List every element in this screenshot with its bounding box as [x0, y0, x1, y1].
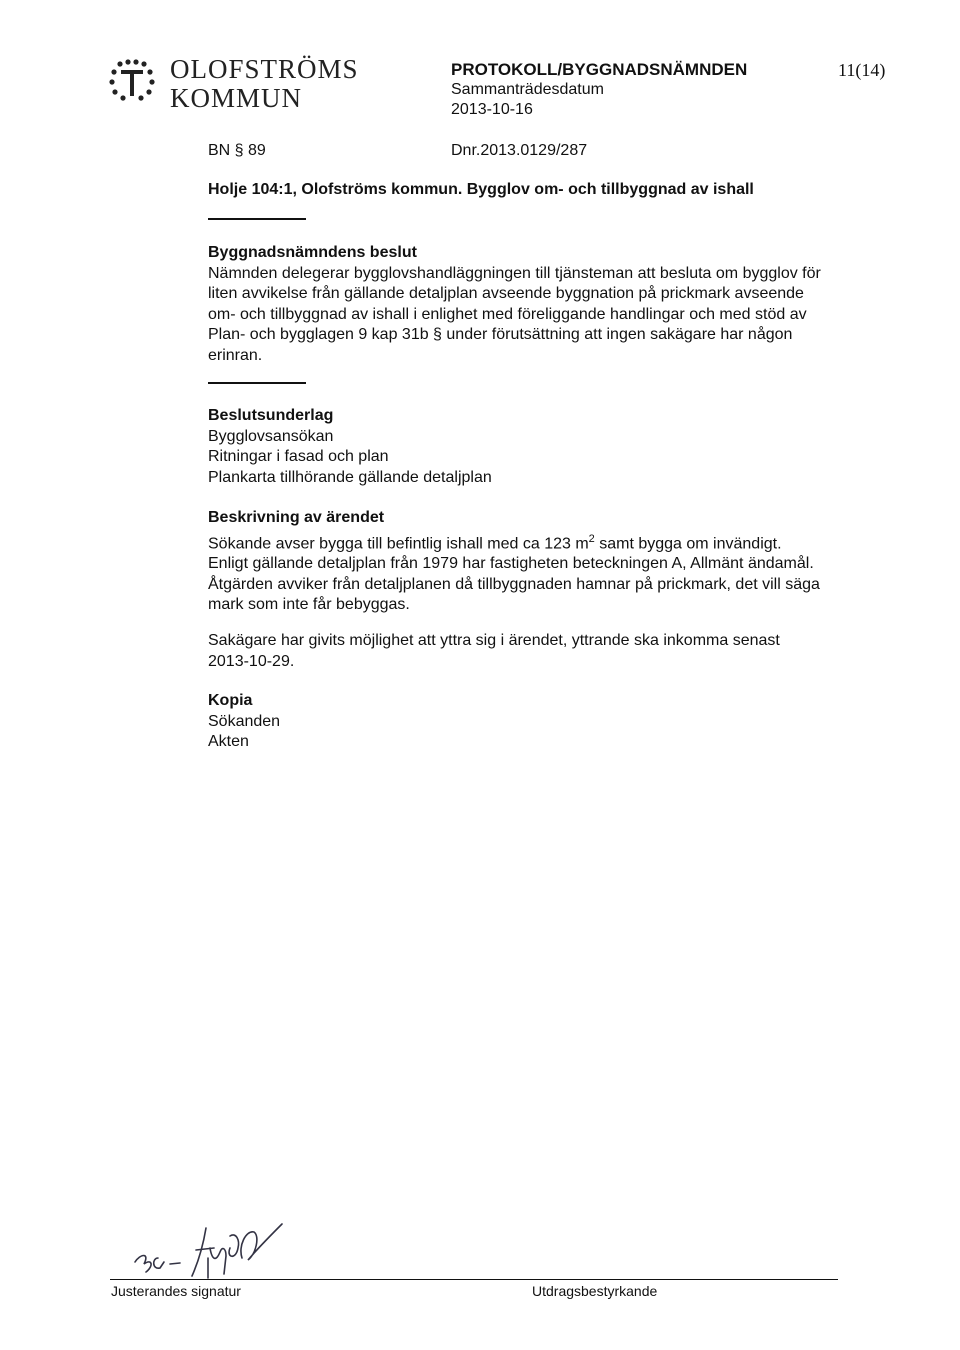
- diary-number: Dnr.2013.0129/287: [451, 142, 588, 159]
- decision-line: liten avvikelse från gällande detaljplan avseende byggnation på prickmark avseende: [208, 285, 804, 302]
- decision-line: Plan- och bygglagen 9 kap 31b § under förutsättning att ingen sakägare har någon: [208, 326, 793, 343]
- description-line-text: Sökande avser bygga till befintlig ishall med ca 123 m: [208, 534, 589, 552]
- decision-section: [208, 243, 908, 366]
- basis-item: Plankarta tillhörande gällande detaljplan: [208, 468, 492, 486]
- logo-line-2: KOMMUN: [170, 83, 303, 113]
- description-line: Enligt gällande detaljplan från 1979 har fastigheten beteckningen A, Allmänt ändamål.: [208, 555, 814, 573]
- divider: [208, 218, 306, 220]
- paragraph-number: BN § 89: [208, 142, 266, 159]
- description-section: [208, 508, 908, 616]
- decision-line: Nämnden delegerar bygglovshandläggningen till tjänsteman att besluta om bygglov för: [208, 264, 821, 282]
- case-subject: Holje 104:1, Olofströms kommun. Bygglov om- och tillbyggnad av ishall: [208, 181, 754, 198]
- decision-line: om- och tillbyggnad av ishall i enlighet med föreliggande handlingar och med stöd av: [208, 305, 807, 323]
- parties-line: Sakägare har givits möjlighet att yttra sig i ärendet, yttrande ska inkomma senast: [208, 632, 780, 649]
- basis-heading: Beslutsunderlag: [208, 407, 334, 424]
- basis-section: [208, 406, 908, 488]
- handwritten-signature-icon: [130, 1218, 320, 1280]
- copy-item: Sökanden: [208, 712, 281, 730]
- signature-line: [110, 1279, 838, 1280]
- parties-section: [208, 631, 908, 672]
- page-number: 11(14): [838, 60, 886, 80]
- logo-line-1: OLOFSTRÖMS: [170, 54, 359, 84]
- superscript: 2: [588, 532, 595, 545]
- meeting-date: 2013-10-16: [451, 101, 533, 118]
- description-line-text: samt bygga om invändigt.: [594, 534, 782, 552]
- copy-heading: Kopia: [208, 692, 253, 709]
- parties-line: 2013-10-29.: [208, 652, 295, 670]
- meeting-date-label: Sammanträdesdatum: [451, 81, 604, 98]
- description-line: [208, 529, 908, 555]
- basis-item: Bygglovsansökan: [208, 427, 334, 445]
- divider: [208, 382, 306, 384]
- description-line: mark som inte får bebyggas.: [208, 596, 410, 614]
- copy-section: [208, 691, 908, 753]
- protocol-title: PROTOKOLL/BYGGNADSNÄMNDEN: [451, 60, 748, 79]
- adjuster-signature-label: Justerandes signatur: [111, 1283, 241, 1299]
- copy-item: Akten: [208, 733, 249, 750]
- description-heading: Beskrivning av ärendet: [208, 509, 385, 526]
- decision-line: erinran.: [208, 346, 263, 364]
- municipality-logo-icon: [106, 58, 164, 102]
- municipality-logo-text: [170, 55, 359, 113]
- decision-heading: Byggnadsnämndens beslut: [208, 244, 417, 261]
- certification-label: Utdragsbestyrkande: [532, 1283, 658, 1299]
- basis-item: Ritningar i fasad och plan: [208, 448, 389, 465]
- description-line: Åtgärden avviker från detaljplanen då tillbyggnaden hamnar på prickmark, det vill säga: [208, 575, 820, 593]
